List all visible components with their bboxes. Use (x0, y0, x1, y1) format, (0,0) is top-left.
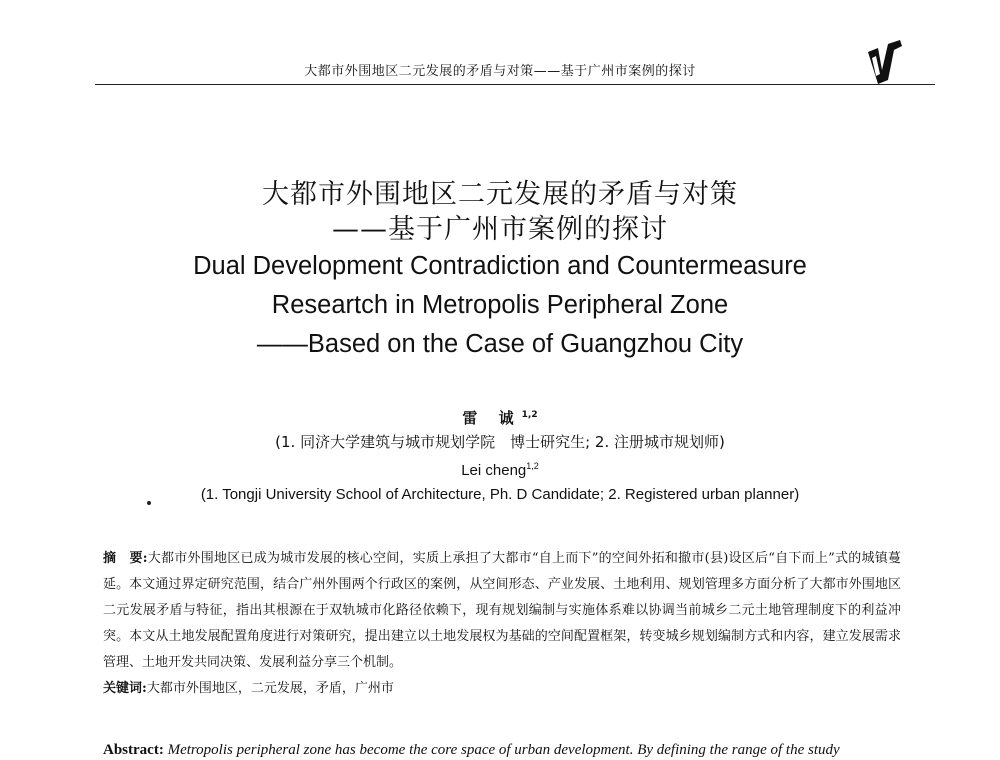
keywords-text: 大都市外围地区，二元发展，矛盾，广州市 (146, 681, 394, 696)
abstract-zh-label: 摘 要: (103, 551, 148, 566)
affiliation-en: (1. Tongji University School of Architecture, Ph. D Candidate; 2. Registered urban planner) (200, 486, 800, 503)
title-en-line3: ——Based on the Case of Guangzhou City (256, 330, 744, 358)
author-sup-en: 1,2 (526, 461, 539, 471)
keywords (103, 676, 901, 702)
abstract-zh (103, 546, 901, 702)
author-name-zh: 雷 诚$^{1,2}$ (462, 409, 538, 427)
abstract-en-text: Metropolis peripheral zone has become the core space of urban development. By defining the range of the study (163, 742, 840, 758)
title-en-line2: Researtch in Metropolis Peripheral Zone (271, 291, 729, 319)
stray-mark (147, 501, 151, 505)
author-name-en: Lei cheng$^{1,2}$ (461, 461, 539, 479)
abstract-en (103, 742, 913, 759)
title-zh-line2: ——基于广州市案例的探讨 (332, 214, 668, 245)
abstract-en-label: Abstract: (103, 742, 164, 758)
running-header: 大都市外围地区二元发展的矛盾与对策——基于广州市案例的探讨 (304, 64, 696, 79)
journal-logo-icon (866, 40, 908, 84)
author-block (0, 403, 1000, 507)
title-en-line1: Dual Development Contradiction and Countermeasure (193, 252, 807, 280)
author-sup-zh: 1,2 (521, 410, 538, 420)
abstract-zh-text: 大都市外围地区已成为城市发展的核心空间，实质上承担了大都市“自上而下”的空间外拓和撤市(县)设区后“自下而上”式的城镇蔓延。本文通过界定研究范围，结合广州外围两个行政区的案例，从空间形态、产业发展、土地利用、规划管理多方面分析了大都市外围地区二元发展矛盾与特征，指出其根源在于双轨城市化路径依赖下，现有规划编制与实施体系难以协调当前城乡二元土地管理制度下的利益冲突。本文从土地发展配置角度进行对策研究，提出建立以土地发展权为基础的空间配置框架，转变城乡规划编制方式和内容，建立发展需求管理、土地开发共同决策、发展利益分享三个机制。 (103, 551, 901, 670)
title-block (0, 177, 1000, 364)
affiliation-zh: (1. 同济大学建筑与城市规划学院 博士研究生; 2. 注册城市规划师) (275, 433, 725, 451)
header-rule (95, 84, 935, 85)
title-zh-line1: 大都市外围地区二元发展的矛盾与对策 (262, 179, 738, 210)
keywords-label: 关键词: (103, 681, 147, 696)
